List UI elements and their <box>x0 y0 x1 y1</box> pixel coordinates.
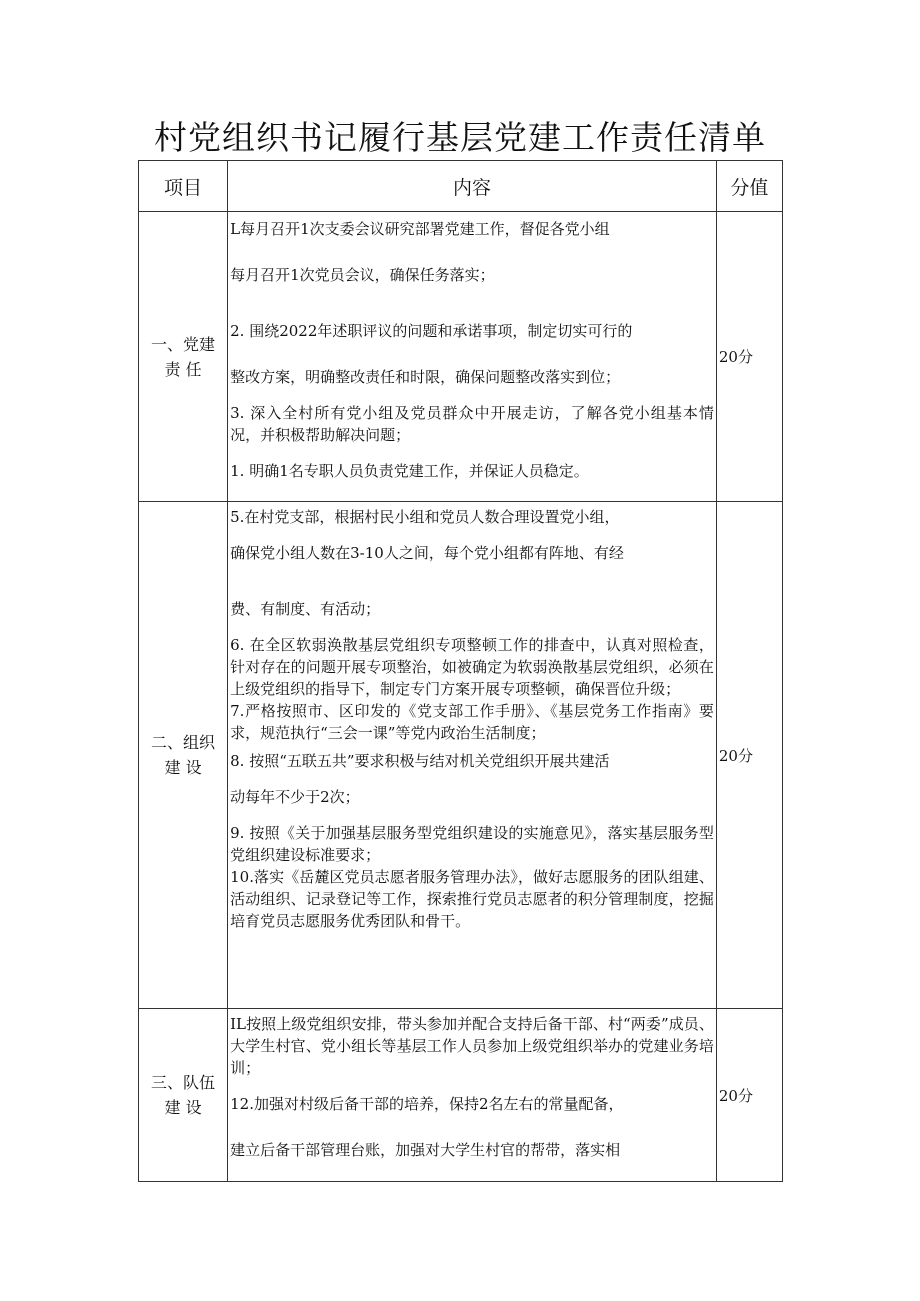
item-label-line2: 责 任 <box>164 359 202 379</box>
item-label-line1: 三、队伍 <box>151 1073 216 1092</box>
table-row-team-building <box>139 1009 783 1182</box>
table-header-row <box>139 161 783 212</box>
content-paragraph: 整改方案，明确整改责任和时限，确保问题整改落实到位； <box>230 368 621 386</box>
score-cell: 20分 <box>716 502 782 1009</box>
content-paragraph: 6. 在全区软弱涣散基层党组织专项整顿工作的排查中，认真对照检查，针对存在的问题开展专项整治，如被确定为软弱涣散基层党组织，必须在上级党组织的指导下，制定专门方案开展专项整顿，确保晋位升级； <box>230 636 714 698</box>
content-paragraph: 7.严格按照市、区印发的《党支部工作手册》、《基层党务工作指南》要求，规范执行“三会一课”等党内政治生活制度； <box>230 702 714 742</box>
item-label-line2: 建 设 <box>164 758 202 777</box>
table-row-organization-building <box>139 502 783 1009</box>
content-paragraph: 12.加强对村级后备干部的培养，保持2名左右的常量配备， <box>230 1095 624 1113</box>
content-paragraph: 确保党小组人数在3-10人之间，每个党小组都有阵地、有经 <box>230 544 624 562</box>
item-label-line1: 二、组织 <box>151 733 216 752</box>
content-cell <box>228 212 717 502</box>
content-paragraph: 3. 深入全村所有党小组及党员群众中开展走访，了解各党小组基本情况，并积极帮助解决问题； <box>230 404 714 444</box>
table-row-party-responsibility <box>139 212 783 502</box>
header-item: 项目 <box>139 161 228 212</box>
item-cell <box>139 1009 228 1182</box>
item-label-line2: 建 设 <box>164 1098 202 1117</box>
item-cell <box>139 212 228 502</box>
content-paragraph: 9. 按照《关于加强基层服务型党组织建设的实施意见》，落实基层服务型党组织建设标准要求； <box>230 824 714 864</box>
header-content: 内容 <box>228 161 717 212</box>
content-paragraph: 1. 明确1名专职人员负责党建工作，并保证人员稳定。 <box>230 462 589 480</box>
item-label-line1: 一、党建 <box>151 334 216 354</box>
content-paragraph: 10.落实《岳麓区党员志愿者服务管理办法》，做好志愿服务的团队组建、活动组织、记录登记等工作，探索推行党员志愿者的积分管理制度，挖掘培育党员志愿服务优秀团队和骨干。 <box>230 868 714 930</box>
content-paragraph: 动每年不少于2次； <box>230 788 360 806</box>
content-paragraph: 8. 按照“五联五共”要求积极与结对机关党组织开展共建活 <box>230 752 610 770</box>
header-score: 分值 <box>716 161 782 212</box>
score-cell: 20分 <box>716 1009 782 1182</box>
content-cell <box>228 1009 717 1182</box>
content-paragraph: IL按照上级党组织安排，带头参加并配合支持后备干部、村“两委”成员、大学生村官、党小组长等基层工作人员参加上级党组织举办的党建业务培训； <box>230 1015 714 1077</box>
item-cell <box>139 502 228 1009</box>
content-paragraph: 建立后备干部管理台账，加强对大学生村官的帮带，落实相 <box>230 1141 621 1159</box>
content-cell <box>228 502 717 1009</box>
score-cell: 20分 <box>716 212 782 502</box>
responsibility-table <box>138 160 783 1182</box>
content-paragraph: L每月召开1次支委会议研究部署党建工作，督促各党小组 <box>230 220 610 238</box>
content-paragraph: 费、有制度、有活动； <box>230 600 381 618</box>
document-title: 村党组织书记履行基层党建工作责任清单 <box>154 118 766 157</box>
content-paragraph: 每月召开1次党员会议，确保任务落实； <box>230 266 495 284</box>
content-paragraph: 2. 围绕2022年述职评议的问题和承诺事项，制定切实可行的 <box>230 322 633 340</box>
content-paragraph: 5.在村党支部，根据村民小组和党员人数合理设置党小组， <box>230 508 620 526</box>
